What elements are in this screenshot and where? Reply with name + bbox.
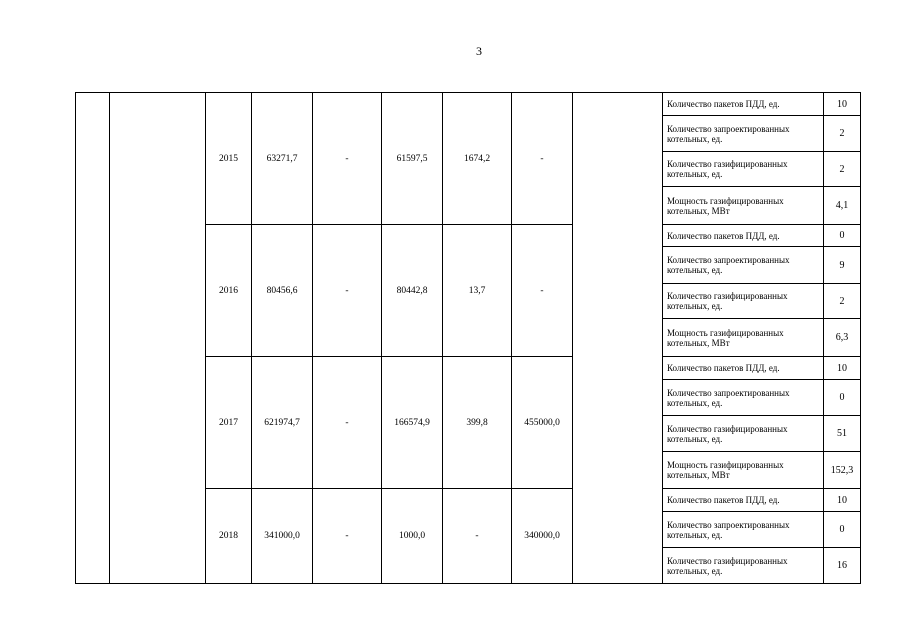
value-cell: 61597,5: [382, 93, 443, 225]
indicator-label: Количество пакетов ПДД, ед.: [663, 93, 824, 116]
indicator-value: 51: [824, 416, 861, 452]
value-cell: -: [313, 489, 382, 584]
value-cell: 166574,9: [382, 357, 443, 489]
indicator-label: Количество запроектированных котельных, ед.: [663, 116, 824, 152]
indicator-label: Количество запроектированных котельных, ед.: [663, 247, 824, 284]
indicator-label: Мощность газифицированных котельных, МВт: [663, 187, 824, 225]
indicator-value: 0: [824, 225, 861, 247]
program-table: [75, 92, 861, 584]
indicator-value: 10: [824, 489, 861, 512]
indicator-value: 10: [824, 357, 861, 380]
indicator-label: Количество пакетов ПДД, ед.: [663, 357, 824, 380]
indicator-label: Количество газифицированных котельных, ед.: [663, 284, 824, 319]
value-cell: 1000,0: [382, 489, 443, 584]
value-cell: -: [313, 93, 382, 225]
indicator-label: Мощность газифицированных котельных, МВт: [663, 452, 824, 489]
indicator-value: 152,3: [824, 452, 861, 489]
year-cell: 2016: [206, 225, 252, 357]
value-cell: 455000,0: [512, 357, 573, 489]
indicator-value: 2: [824, 284, 861, 319]
indicator-label: Количество газифицированных котельных, ед.: [663, 416, 824, 452]
indicator-value: 0: [824, 512, 861, 548]
indicator-value: 9: [824, 247, 861, 284]
year-cell: 2015: [206, 93, 252, 225]
indicator-value: 10: [824, 93, 861, 116]
indicator-label: Количество пакетов ПДД, ед.: [663, 225, 824, 247]
total-cell: 63271,7: [252, 93, 313, 225]
indicator-value: 6,3: [824, 319, 861, 357]
value-cell: 1674,2: [443, 93, 512, 225]
value-cell: -: [443, 489, 512, 584]
indicator-label: Количество запроектированных котельных, ед.: [663, 512, 824, 548]
value-cell: 399,8: [443, 357, 512, 489]
empty-cell: [110, 93, 206, 584]
year-cell: 2018: [206, 489, 252, 584]
value-cell: -: [313, 225, 382, 357]
indicator-value: 4,1: [824, 187, 861, 225]
indicator-label: Мощность газифицированных котельных, МВт: [663, 319, 824, 357]
empty-cell: [76, 93, 110, 584]
value-cell: 80442,8: [382, 225, 443, 357]
indicator-label: Количество пакетов ПДД, ед.: [663, 489, 824, 512]
value-cell: -: [512, 93, 573, 225]
value-cell: 340000,0: [512, 489, 573, 584]
table-row: [76, 93, 861, 116]
total-cell: 80456,6: [252, 225, 313, 357]
indicator-value: 0: [824, 380, 861, 416]
page-number: 3: [476, 44, 482, 58]
indicator-label: Количество газифицированных котельных, ед.: [663, 152, 824, 187]
indicator-value: 16: [824, 548, 861, 584]
indicator-value: 2: [824, 152, 861, 187]
total-cell: 621974,7: [252, 357, 313, 489]
year-cell: 2017: [206, 357, 252, 489]
empty-cell: [573, 93, 663, 584]
indicator-value: 2: [824, 116, 861, 152]
total-cell: 341000,0: [252, 489, 313, 584]
value-cell: 13,7: [443, 225, 512, 357]
value-cell: -: [313, 357, 382, 489]
indicator-label: Количество запроектированных котельных, ед.: [663, 380, 824, 416]
value-cell: -: [512, 225, 573, 357]
indicator-label: Количество газифицированных котельных, ед.: [663, 548, 824, 584]
